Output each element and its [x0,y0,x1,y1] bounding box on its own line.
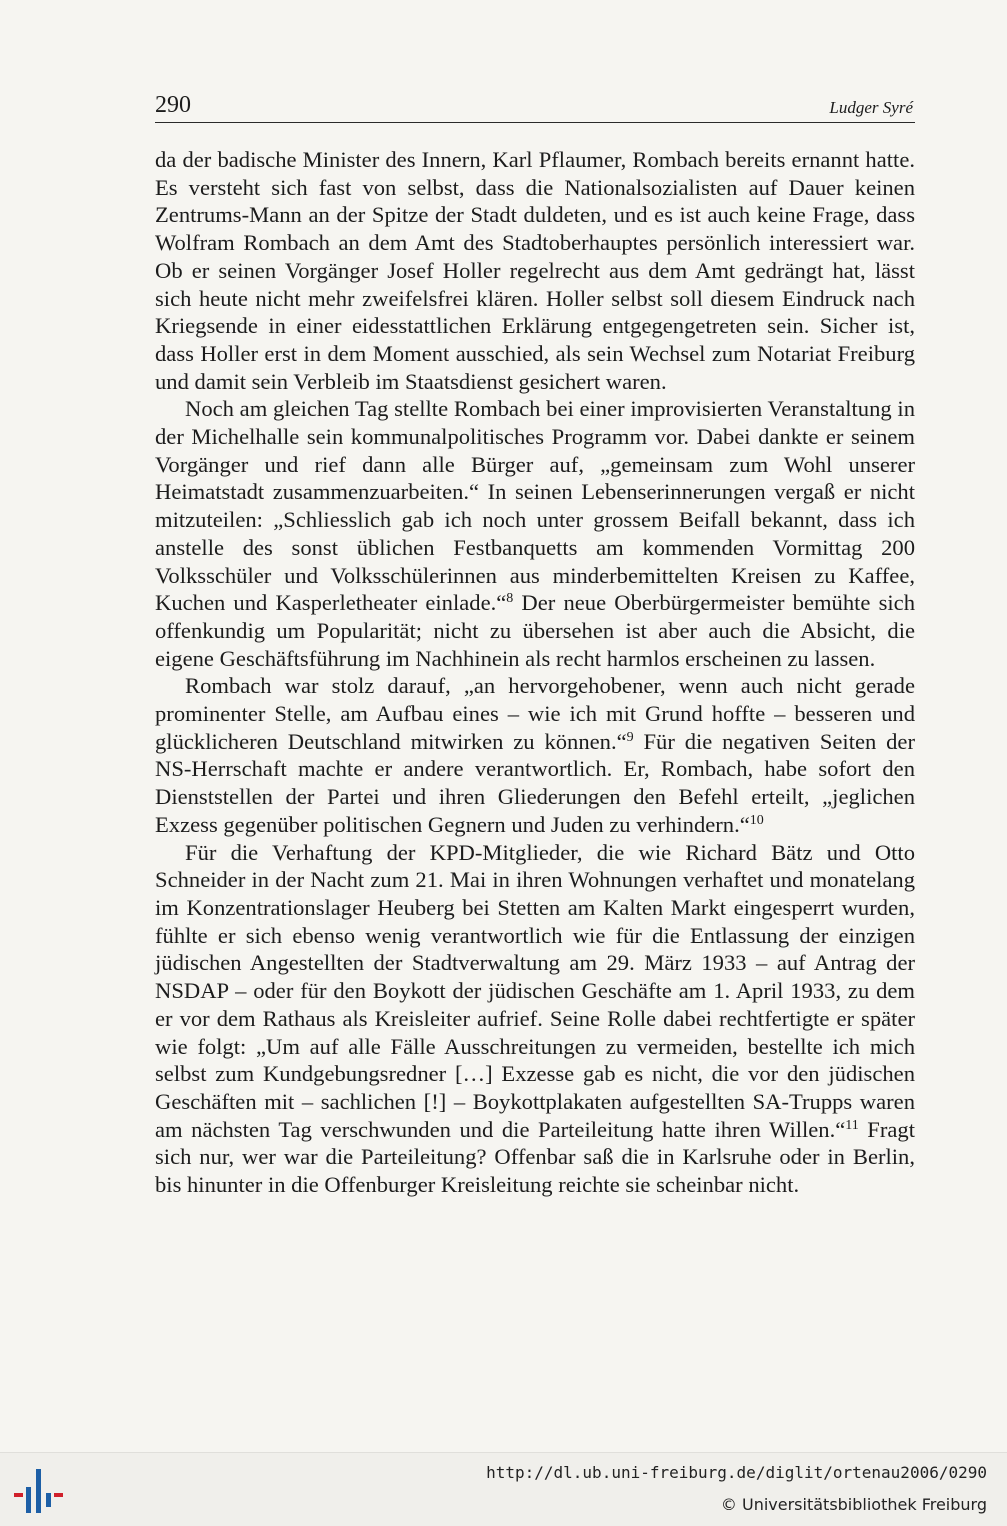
running-header [155,88,915,123]
footnote-ref-9: 9 [626,729,634,745]
running-author: Ludger Syré [829,98,913,117]
copyright-notice: © Universitätsbibliothek Freiburg [720,1495,987,1514]
paragraph-2: Noch am gleichen Tag stellte Rombach bei einer improvisierten Veranstaltung in der Michelhalle sein kommunalpolitisches Programm vor. Dabei dankte er seinem Vorgänger und rief dann alle Bürger auf, „gemeinsam zum Wohl unserer Heimatstadt zusammenzuarbeiten.“ In seinen Lebenserinnerungen vergaß er nicht mitzuteilen: „Schliesslich gab ich noch unter grossem Beifall bekannt, dass ich anstelle des sonst üblichen Festbanquetts am kommenden Vormittag 200 Volksschüler und Volksschülerinnen aus minderbemittelten Kreisen zu Kaffee, Kuchen und Kasperletheater einlade.“$^8$ Der neue Oberbürgermeister bemühte sich offenkundig um Popularität; nicht zu übersehen ist aber auch die Absicht, die eigene Geschäftsführung im Nachhinein als recht harmlos erscheinen zu lassen. [155,396,915,671]
paragraph-1: da der badische Minister des Innern, Karl Pflaumer, Rombach bereits ernannt hatte. Es versteht sich fast von selbst, dass die Nationalsozialisten auf Dauer keinen Zentrums-Mann an der Spitze der Stadt duldeten, und es ist auch keine Frage, dass Wolfram Rombach an dem Amt des Stadtoberhauptes persönlich interessiert war. Ob er seinen Vorgänger Josef Holler regelrecht aus dem Amt gedrängt hat, lässt sich heute nicht mehr zweifelsfrei klären. Holler selbst soll diesem Eindruck nach Kriegsende in einer eidesstattlichen Erklärung entgegengetreten sein. Sicher ist, dass Holler erst in dem Moment ausschied, als sein Wechsel zum Notariat Freiburg und damit sein Verbleib im Staatsdienst gesichert waren. [155,147,915,394]
footer-bar [0,1452,1007,1526]
footnote-ref-11: 11 [845,1117,859,1133]
page-number: 290 [155,92,191,118]
ub-freiburg-logo-icon[interactable] [12,1467,64,1515]
source-url-link[interactable]: http://dl.ub.uni-freiburg.de/diglit/ortenau2006/0290 [486,1463,987,1482]
footnote-ref-10: 10 [749,812,764,828]
paragraph-3: Rombach war stolz darauf, „an hervorgehobener, wenn auch nicht gerade prominenter Stelle, am Aufbau eines – wie ich mit Grund hoffte – besseren und glücklicheren Deutschland mitwirken zu können.“$^9$ Für die negativen Seiten der NS-Herrschaft machte er andere verantwortlich. Er, Rombach, habe sofort den Dienststellen der Partei und ihren Gliederungen den Befehl erteilt, „jeglichen Exzess gegenüber politischen Gegnern und Juden zu verhindern.“$^{10}$ [155,673,915,837]
paragraph-4: Für die Verhaftung der KPD-Mitglieder, die wie Richard Bätz und Otto Schneider in der Nacht zum 21. Mai in ihren Wohnungen verhaftet und monatelang im Konzentrationslager Heuberg bei Stetten am Kalten Markt eingesperrt wurden, fühlte er sich ebenso wenig verantwortlich wie für die Entlassung der einzigen jüdischen Angestellten der Stadtverwaltung am 29. März 1933 – auf Antrag der NSDAP – oder für den Boykott der jüdischen Geschäfte am 1. April 1933, zu dem er vor dem Rathaus als Kreisleiter aufrief. Seine Rolle dabei rechtfertigte er später wie folgt: „Um auf alle Fälle Ausschreitungen zu vermeiden, bestellte ich mich selbst zum Kundgebungsredner […] Exzesse gab es nicht, die vor den jüdischen Geschäften mit – sachlichen [!] – Boykottplakaten aufgestellten SA-Trupps waren am nächsten Tag verschwunden und die Parteileitung hatte ihren Willen.“$^{11}$ Fragt sich nur, wer war die Parteileitung? Offenbar saß die in Karlsruhe oder in Berlin, bis hinunter in die Offenburger Kreisleitung reichte sie scheinbar nicht. [155,839,915,1198]
footnote-ref-8: 8 [506,591,514,607]
body-text [155,146,915,1199]
